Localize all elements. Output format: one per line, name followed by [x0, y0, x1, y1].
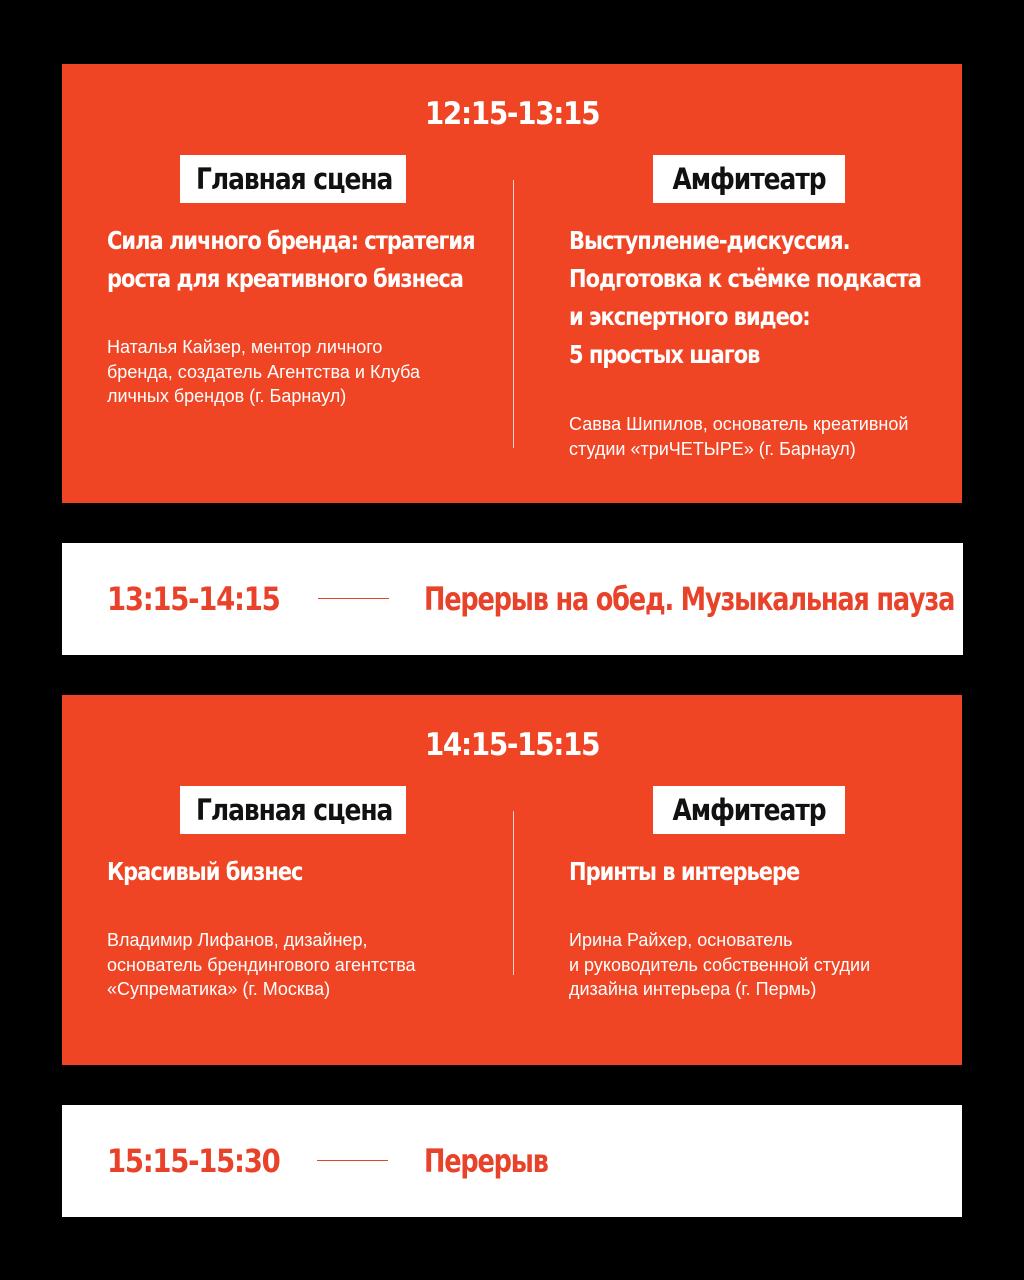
- talk-title-left: Красивый бизнес: [107, 857, 303, 886]
- schedule-block-1: [62, 64, 962, 503]
- talk-title-left: Сила личного бренда: стратегия роста для креативного бизнеса: [107, 226, 475, 293]
- break-label: Перерыв на обед. Музыкальная пауза: [424, 580, 955, 618]
- venue-main-stage: Главная сцена: [180, 786, 406, 834]
- speaker-left: Наталья Кайзер, ментор личного бренда, создатель Агентства и Клуба личных брендов (г. Барнаул): [107, 337, 421, 406]
- break-separator: [318, 598, 389, 599]
- break-time: 15:15-15:30: [107, 1142, 280, 1180]
- break-time: 13:15-14:15: [107, 580, 280, 618]
- speaker-right: Ирина Райхер, основатель и руководитель собственной студии дизайна интерьера (г. Пермь): [569, 930, 871, 999]
- block-time: 14:15-15:15: [424, 727, 600, 763]
- block-time: 12:15-13:15: [424, 96, 600, 132]
- venue-amphitheatre: Амфитеатр: [653, 786, 845, 834]
- break-separator: [317, 1160, 388, 1161]
- talk-title-right: Выступление-дискуссия. Подготовка к съёмке подкаста и экспертного видео: 5 простых шагов: [569, 226, 921, 369]
- speaker-right: Савва Шипилов, основатель креативной студии «триЧЕТЫРЕ» (г. Барнаул): [569, 414, 909, 459]
- break-row-1: [62, 543, 963, 655]
- column-divider: [513, 811, 514, 975]
- break-label: Перерыв: [424, 1142, 548, 1180]
- speaker-left: Владимир Лифанов, дизайнер, основатель брендингового агентства «Супрематика» (г. Москва): [107, 930, 416, 999]
- break-row-2: [62, 1105, 962, 1217]
- talk-title-right: Принты в интерьере: [569, 857, 800, 886]
- venue-amphitheatre: Амфитеатр: [653, 155, 845, 203]
- column-divider: [513, 180, 514, 448]
- schedule-block-2: [62, 695, 962, 1065]
- venue-main-stage: Главная сцена: [180, 155, 406, 203]
